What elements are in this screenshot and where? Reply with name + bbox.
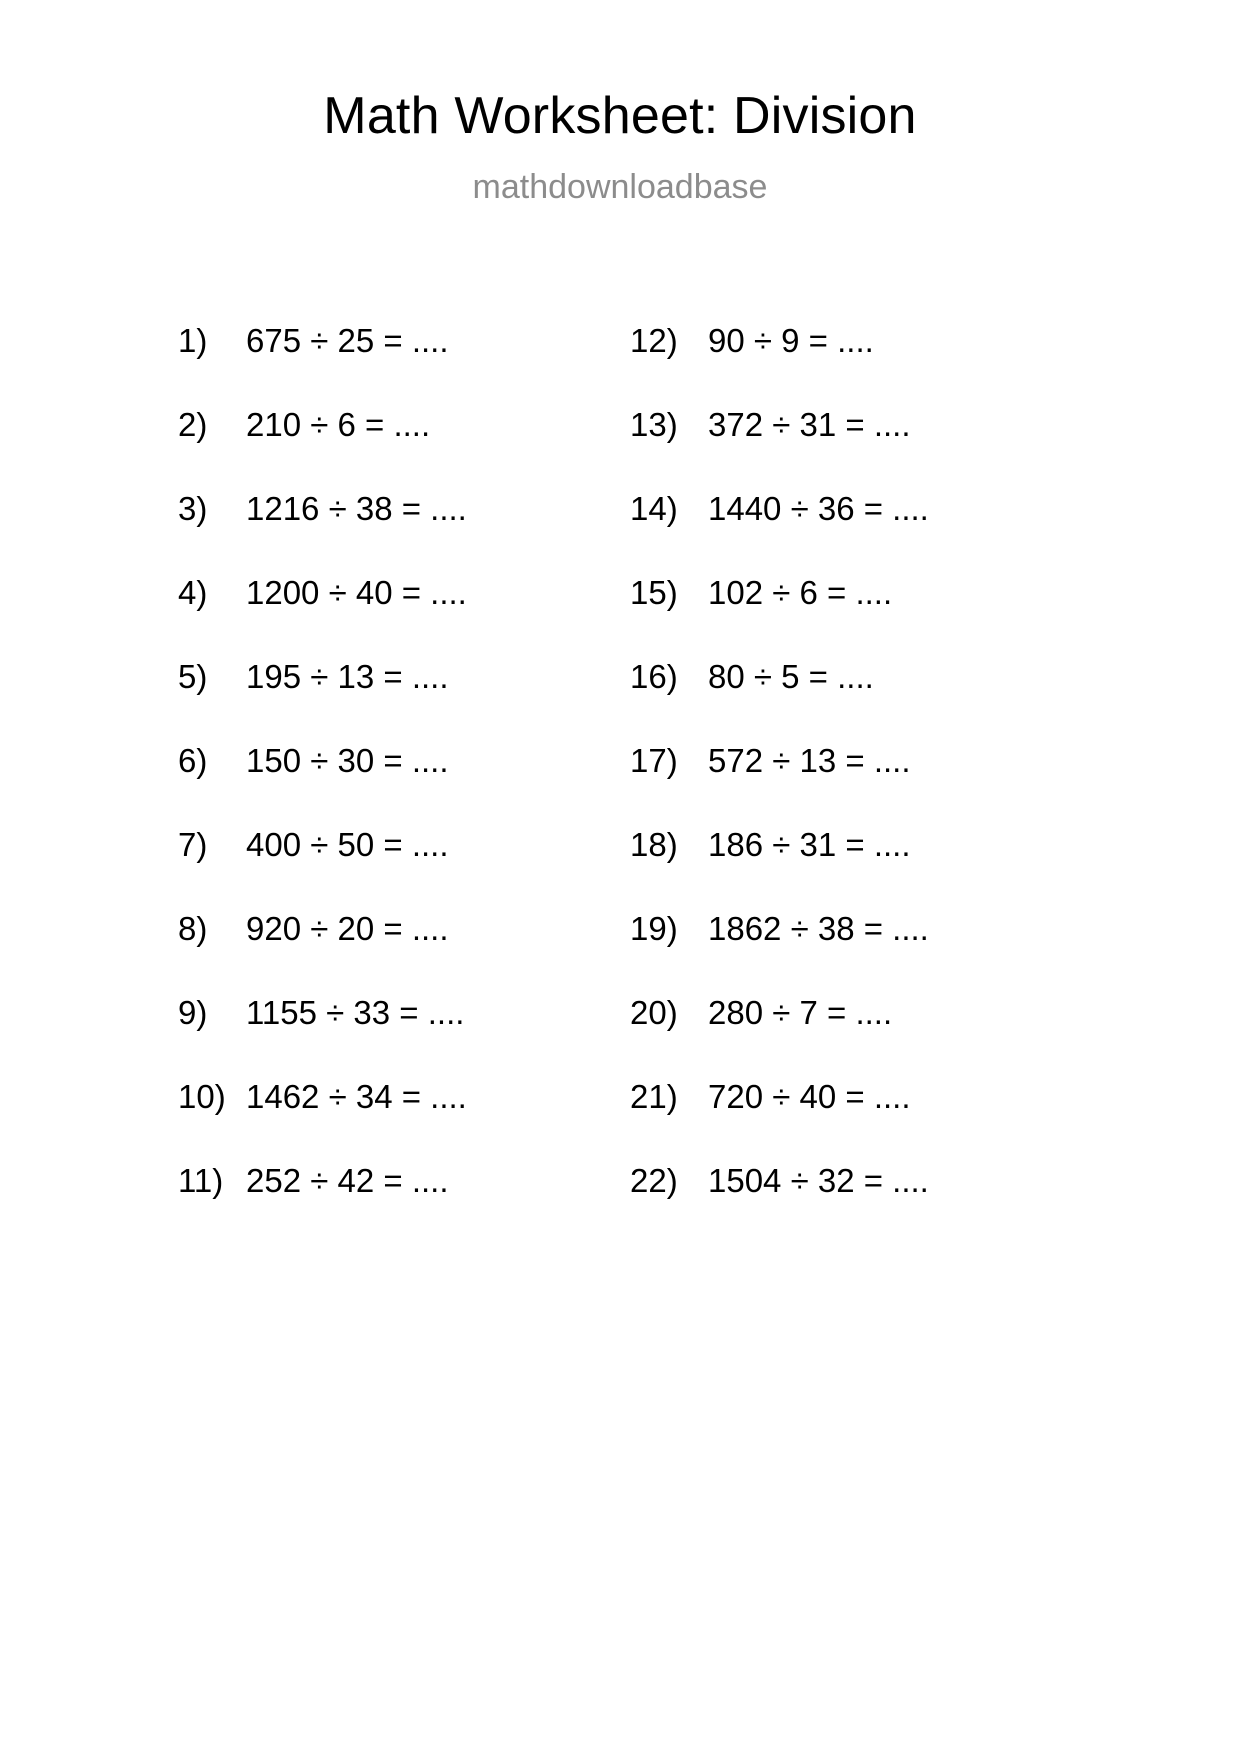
page-title: Math Worksheet: Division [323, 87, 917, 145]
problem-number: 2) [178, 406, 208, 443]
problem-expression: 210 ÷ 6 = .... [246, 406, 431, 443]
problem-number: 20) [630, 994, 678, 1031]
problem-number: 18) [630, 826, 678, 863]
problem-expression: 252 ÷ 42 = .... [246, 1162, 449, 1199]
problem-number: 11) [178, 1162, 224, 1199]
problem-number: 17) [630, 742, 678, 779]
problem-expression: 400 ÷ 50 = .... [246, 826, 449, 863]
problem-number: 7) [178, 826, 208, 863]
problem-expression: 1462 ÷ 34 = .... [246, 1078, 467, 1115]
problem-item [630, 551, 1050, 635]
problem-expression: 372 ÷ 31 = .... [708, 406, 911, 443]
problem-number: 12) [630, 322, 678, 359]
problem-expression: 1862 ÷ 38 = .... [708, 910, 929, 947]
problem-item [630, 635, 1050, 719]
problem-expression: 1440 ÷ 36 = .... [708, 490, 929, 527]
problem-item [630, 467, 1050, 551]
problem-expression: 572 ÷ 13 = .... [708, 742, 911, 779]
problem-number: 10) [178, 1078, 226, 1115]
problem-item [630, 971, 1050, 1055]
problem-item [178, 803, 630, 887]
problem-item [178, 383, 630, 467]
problem-number: 6) [178, 742, 208, 779]
problem-item [178, 299, 630, 383]
problem-expression: 1155 ÷ 33 = .... [246, 994, 465, 1031]
problem-expression: 90 ÷ 9 = .... [708, 322, 874, 359]
problem-number: 5) [178, 658, 208, 695]
problem-number: 21) [630, 1078, 678, 1115]
problem-number: 8) [178, 910, 208, 947]
problem-item [178, 1139, 630, 1223]
problem-number: 4) [178, 574, 208, 611]
problem-number: 15) [630, 574, 678, 611]
problem-number: 14) [630, 490, 678, 527]
problem-expression: 1216 ÷ 38 = .... [246, 490, 467, 527]
problem-item [178, 1055, 630, 1139]
problem-number: 22) [630, 1162, 678, 1199]
problem-item [178, 551, 630, 635]
problem-expression: 1200 ÷ 40 = .... [246, 574, 467, 611]
problem-item [178, 887, 630, 971]
problem-number: 3) [178, 490, 208, 527]
problem-expression: 195 ÷ 13 = .... [246, 658, 449, 695]
problem-column-right [630, 299, 1050, 1223]
problem-item [630, 1139, 1050, 1223]
problem-column-left [178, 299, 630, 1223]
problem-item [630, 803, 1050, 887]
problem-expression: 186 ÷ 31 = .... [708, 826, 911, 863]
problem-expression: 80 ÷ 5 = .... [708, 658, 874, 695]
problem-list [0, 299, 1240, 1223]
problem-number: 16) [630, 658, 678, 695]
problem-expression: 280 ÷ 7 = .... [708, 994, 893, 1031]
problem-expression: 150 ÷ 30 = .... [246, 742, 449, 779]
problem-item [178, 719, 630, 803]
problem-expression: 920 ÷ 20 = .... [246, 910, 449, 947]
problem-item [178, 467, 630, 551]
problem-expression: 720 ÷ 40 = .... [708, 1078, 911, 1115]
problem-number: 13) [630, 406, 678, 443]
problem-item [630, 299, 1050, 383]
problem-item [630, 719, 1050, 803]
problem-expression: 1504 ÷ 32 = .... [708, 1162, 929, 1199]
problem-item [630, 383, 1050, 467]
problem-item [178, 971, 630, 1055]
problem-item [178, 635, 630, 719]
problem-expression: 102 ÷ 6 = .... [708, 574, 893, 611]
problem-item [630, 887, 1050, 971]
problem-number: 9) [178, 994, 208, 1031]
problem-item [630, 1055, 1050, 1139]
problem-expression: 675 ÷ 25 = .... [246, 322, 449, 359]
problem-number: 19) [630, 910, 678, 947]
page-subtitle: mathdownloadbase [472, 168, 768, 206]
problem-number: 1) [178, 322, 208, 359]
